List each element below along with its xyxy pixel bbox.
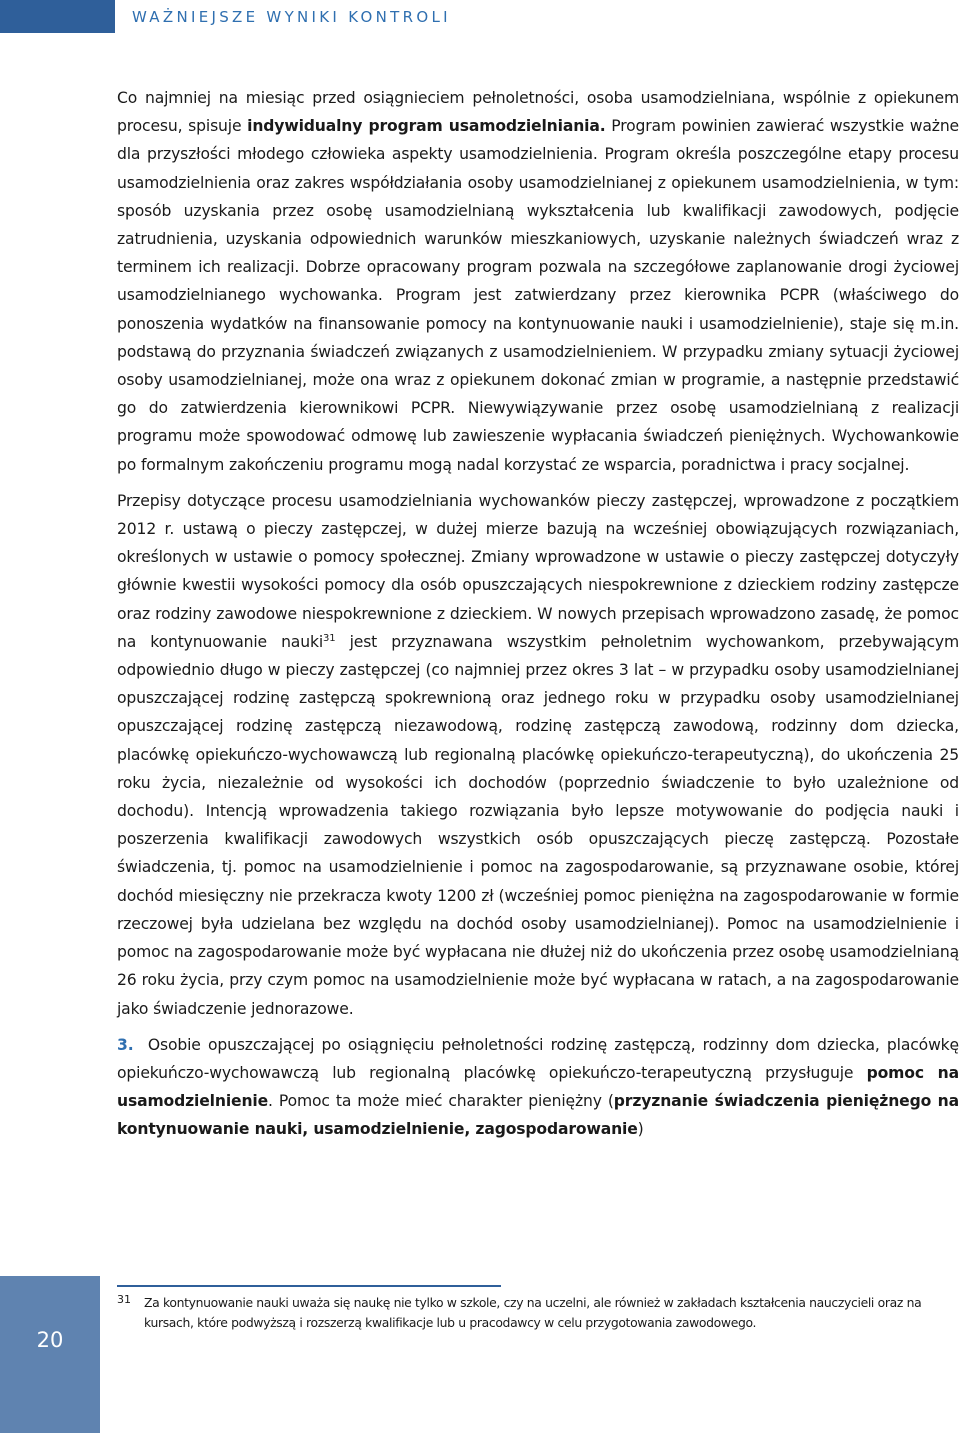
footnote-number: 31 [117, 1293, 131, 1306]
header-title: WAŻNIEJSZE WYNIKI KONTROLI [132, 7, 451, 26]
running-header [0, 0, 960, 33]
list-number: 3. [117, 1035, 134, 1054]
paragraph-text: jest przyznawana wszystkim pełnoletnim wychowankom, przebywającym odpowiednio długo w pieczy zastępczej (co najmniej przez okres 3 lat – w przypadku osoby usamodzielnianej opuszczającej rodzinę zastępczą spokrewnioną oraz jednego roku w przypadku osoby usamodzielnianej opuszczającej rodzinę zastępczą niezawodową, rodzinę zastępczą zawodową, rodzinny dom dziecka, placówkę opiekuńczo-wychowawczą lub regionalną placówkę opiekuńczo-terapeutyczną), do ukończenia 25 roku życia, niezależnie od wysokości ich dochodów (poprzednio świadczenie to było uzależnione od dochodu). Intencją wprowadzenia takiego rozwiązania było lepsze motywowanie do podjęcia nauki i poszerzenia kwalifikacji zawodowych wszystkich osób opuszczających pieczę zastępczą. Pozostałe świadczenia, tj. pomoc na usamodzielnienie i pomoc na zagospodarowanie, są przyznawane osobie, której dochód miesięczny nie przekracza kwoty 1200 zł (wcześniej pomoc pieniężna na zagospodarowanie w formie rzeczowej była udzielana bez względu na dochód osoby usamodzielnianej). Pomoc na usamodzielnienie i pomoc na zagospodarowanie może być wypłacana nie dłużej niż do ukończenia przez osobę usamodzielnianą 26 roku życia, przy czym pomoc na usamodzielnienie może być wypłacana w ratach, a na zagospodarowanie jako świadczenie jednorazowe. [117, 632, 959, 1018]
footnote-divider [117, 1285, 501, 1287]
paragraph-program [117, 84, 959, 479]
paragraph-text: . Pomoc ta może mieć charakter pieniężny ( [268, 1092, 614, 1111]
main-text [117, 84, 959, 1144]
page-number: 20 [36, 1328, 64, 1352]
paragraph-text: Program powinien zawierać wszystkie ważne dla przyszłości młodego człowieka aspekty usamodzielnienia. Program określa poszczególne etapy procesu usamodzielnienia oraz zakres współdziałania osoby usamodzielnianej z opiekunem usamodzielnienia, w tym: sposób uzyskania przez osobę usamodzielnianą wykształcenia lub kwalifikacji zawodowych, podjęcie zatrudnienia, uzyskania odpowiednich warunków mieszkaniowych, uzyskanie należnych świadczeń wraz z terminem ich realizacji. Dobrze opracowany program pozwala na szczegółowe zaplanowanie drogi życiowej usamodzielnianego wychowanka. Program jest zatwierdzany przez kierownika PCPR (właściwego do ponoszenia wydatków na finansowanie pomocy na kontynuowanie nauki i usamodzielnienie), staje się m.in. podstawą do przyznania świadczeń związanych z usamodzielnieniem. W przypadku zmiany sytuacji życiowej osoby usamodzielnianej, może ona wraz z opiekunem dokonać zmian w programie, a następnie przedstawić go do zatwierdzenia kierownikowi PCPR. Niewywiązywanie przez osobę usamodzielnianą z realizacji programu może spowodować odmowę lub zawieszenie wypłacania świadczeń pieniężnych. Wychowankowie po formalnym zakończeniu programu mogą nadal korzystać ze wsparcia, poradnictwa i pracy socjalnej. [117, 117, 959, 474]
footnote [117, 1293, 959, 1333]
header-color-block [0, 0, 115, 33]
paragraph-text: Co najmniej na miesiąc przed osiągnieciem pełnoletności, osoba usamodzielniana, wspólnie z opiekunem procesu, spisuje [117, 89, 959, 136]
paragraph-text: Osobie opuszczającej po osiągnięciu pełnoletności rodzinę zastępczą, rodzinny dom dziecka, placówkę opiekuńczo-wychowawczą lub regionalną placówkę opiekuńczo-terapeutyczną przysługuje [117, 1035, 959, 1082]
bold-term: przyznanie świadczenia pieniężnego na kontynuowanie nauki, usamodzielnienie, zagospodarowanie [117, 1092, 959, 1139]
page-number-block [0, 1276, 100, 1433]
paragraph-text: ) [637, 1120, 644, 1139]
paragraph-point-3 [117, 1031, 959, 1144]
paragraph-regulations [117, 487, 959, 1023]
bold-term: pomoc na usamodzielnienie [117, 1063, 959, 1111]
footnote-ref[interactable]: 31 [323, 632, 336, 644]
bold-term: indywidualny program usamodzielniania. [247, 117, 606, 136]
paragraph-text: Przepisy dotyczące procesu usamodzielniania wychowanków pieczy zastępczej, wprowadzone z początkiem 2012 r. ustawą o pieczy zastępczej, w dużej mierze bazują na wcześniej obowiązujących rozwiązaniach, określonych w ustawie o pomocy społecznej. Zmiany wprowadzone w ustawie o pieczy zastępczej dotyczyły głównie kwestii wysokości pomocy dla osób opuszczających niespokrewnione z dzieckiem rodziny zastępcze oraz rodziny zawodowe niespokrewnione z dzieckiem. W nowych przepisach wprowadzono zasadę, że pomoc na kontynuowanie nauki [117, 491, 959, 651]
footnote-text: Za kontynuowanie nauki uważa się naukę nie tylko w szkole, czy na uczelni, ale również w zakładach kształcenia nauczycieli oraz na kursach, które podwyższą i rozszerzą kwalifikacje lub u pracodawcy w celu przygotowania zawodowego. [144, 1295, 922, 1330]
